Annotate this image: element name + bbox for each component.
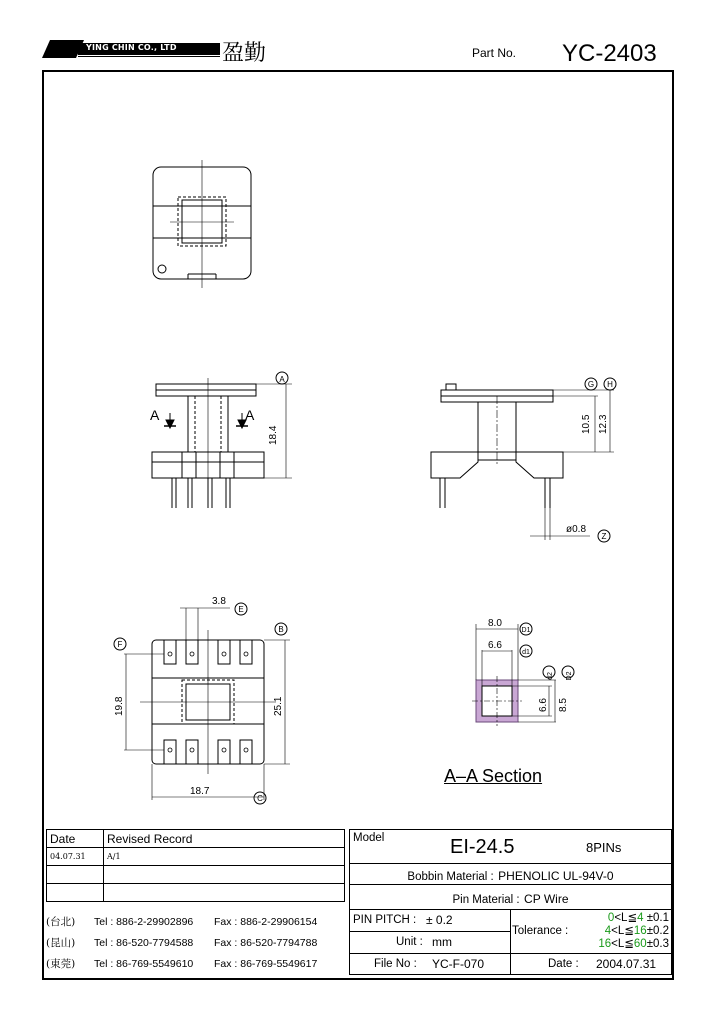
- contact-region: (昆山): [46, 937, 76, 949]
- bobbin-label: Bobbin Material :: [407, 871, 494, 883]
- contact-tel: Tel : 86-769-5549610: [94, 958, 194, 970]
- dim-18-7: 18.7: [190, 786, 210, 797]
- dim-label-d1: d1: [522, 649, 530, 656]
- section-title: A–A Section: [444, 766, 543, 786]
- date-value: 2004.07.31: [596, 957, 657, 971]
- spec-block: [349, 829, 672, 975]
- contact-fax: Fax : 86-769-5549617: [214, 958, 318, 970]
- pin-count: 8PINs: [586, 840, 622, 855]
- part-no-label: Part No.: [472, 46, 517, 60]
- contact-fax: Fax : 86-520-7794788: [214, 937, 318, 949]
- date-label: Date :: [548, 958, 579, 970]
- tolerance-cell: [510, 910, 672, 954]
- dim-25-1: 25.1: [273, 696, 284, 716]
- model-value: EI-24.5: [450, 836, 515, 858]
- dim-10-5: 10.5: [581, 414, 592, 434]
- file-row: [350, 954, 510, 975]
- revision-record: A/1: [104, 848, 345, 866]
- pitch-label: PIN PITCH :: [353, 914, 417, 926]
- contact-row: [46, 954, 345, 975]
- contact-tel: Tel : 886-2-29902896: [94, 916, 194, 928]
- tolerance-item: 4<L≦16±0.2: [604, 925, 669, 937]
- tolerance-list: [598, 912, 669, 951]
- part-number: YC-2403: [562, 40, 657, 67]
- dim-label-b: B: [278, 625, 284, 634]
- dim-label-c: C: [257, 794, 263, 803]
- pitch-row: [350, 910, 510, 932]
- dim-label-D2: D2: [566, 671, 573, 681]
- section-mark-right: A: [245, 407, 255, 423]
- contact-region: (東莞): [46, 958, 76, 970]
- contact-row: [46, 912, 345, 933]
- contact-row: [46, 933, 345, 954]
- pin-material-label: Pin Material :: [452, 894, 520, 906]
- contact-fax: Fax : 886-2-29906154: [214, 916, 318, 928]
- revision-date: [47, 884, 104, 902]
- model-row: [350, 830, 671, 864]
- tolerance-item: 0<L≦4 ±0.1: [607, 912, 669, 924]
- dim-label-f: F: [117, 640, 123, 649]
- brand-name: 盈勤: [222, 41, 267, 66]
- file-value: YC-F-070: [432, 957, 485, 971]
- col-record-header: Revised Record: [104, 830, 345, 848]
- model-label: Model: [353, 832, 385, 844]
- dim-label-z: Z: [601, 532, 607, 541]
- side-view: [431, 378, 616, 542]
- file-label: File No :: [374, 958, 417, 970]
- dim-label-D1: D1: [521, 627, 531, 634]
- dim-pin-dia: ø0.8: [566, 524, 587, 535]
- unit-value: mm: [432, 935, 452, 949]
- dim-18-4: 18.4: [268, 425, 279, 445]
- revision-table: [46, 829, 345, 902]
- bobbin-row: [350, 864, 671, 885]
- unit-label: Unit :: [396, 936, 423, 948]
- revision-date: [47, 866, 104, 884]
- tolerance-label: Tolerance :: [512, 925, 569, 937]
- dim-label-g: G: [587, 380, 595, 389]
- dim-6-6: 6.6: [488, 640, 502, 651]
- dim-label-h: H: [607, 380, 613, 389]
- dim-label-a: A: [279, 375, 285, 384]
- dim-label-e: E: [238, 605, 244, 614]
- revision-record: [104, 884, 345, 902]
- bottom-view: [114, 603, 290, 804]
- company-name: YING CHIN CO., LTD: [86, 43, 177, 52]
- pitch-value: ± 0.2: [426, 913, 453, 927]
- contact-region: (台北): [46, 916, 76, 928]
- pin-material-row: [350, 885, 671, 910]
- technical-drawing: [44, 72, 672, 822]
- top-view: [153, 160, 251, 288]
- tolerance-item: 16<L≦60±0.3: [598, 938, 669, 950]
- dim-8-5: 8.5: [558, 698, 569, 712]
- dim-8-0: 8.0: [488, 618, 502, 629]
- bobbin-value: PHENOLIC UL-94V-0: [498, 869, 614, 883]
- date-row: [510, 954, 672, 975]
- contact-tel: Tel : 86-520-7794588: [94, 937, 194, 949]
- dim-19-8: 19.8: [114, 696, 125, 716]
- col-date-header: Date: [47, 830, 104, 848]
- dim-3-8: 3.8: [212, 596, 226, 607]
- revision-record: [104, 866, 345, 884]
- unit-row: [350, 932, 510, 954]
- dim-12-3: 12.3: [598, 414, 609, 434]
- dim-6-6-vert: 6.6: [538, 698, 549, 712]
- pin-material-value: CP Wire: [524, 892, 569, 906]
- contact-list: [46, 912, 345, 975]
- revision-date: 04.07.31: [47, 848, 104, 866]
- dim-label-d2: d2: [547, 672, 554, 680]
- section-mark-left: A: [150, 407, 160, 423]
